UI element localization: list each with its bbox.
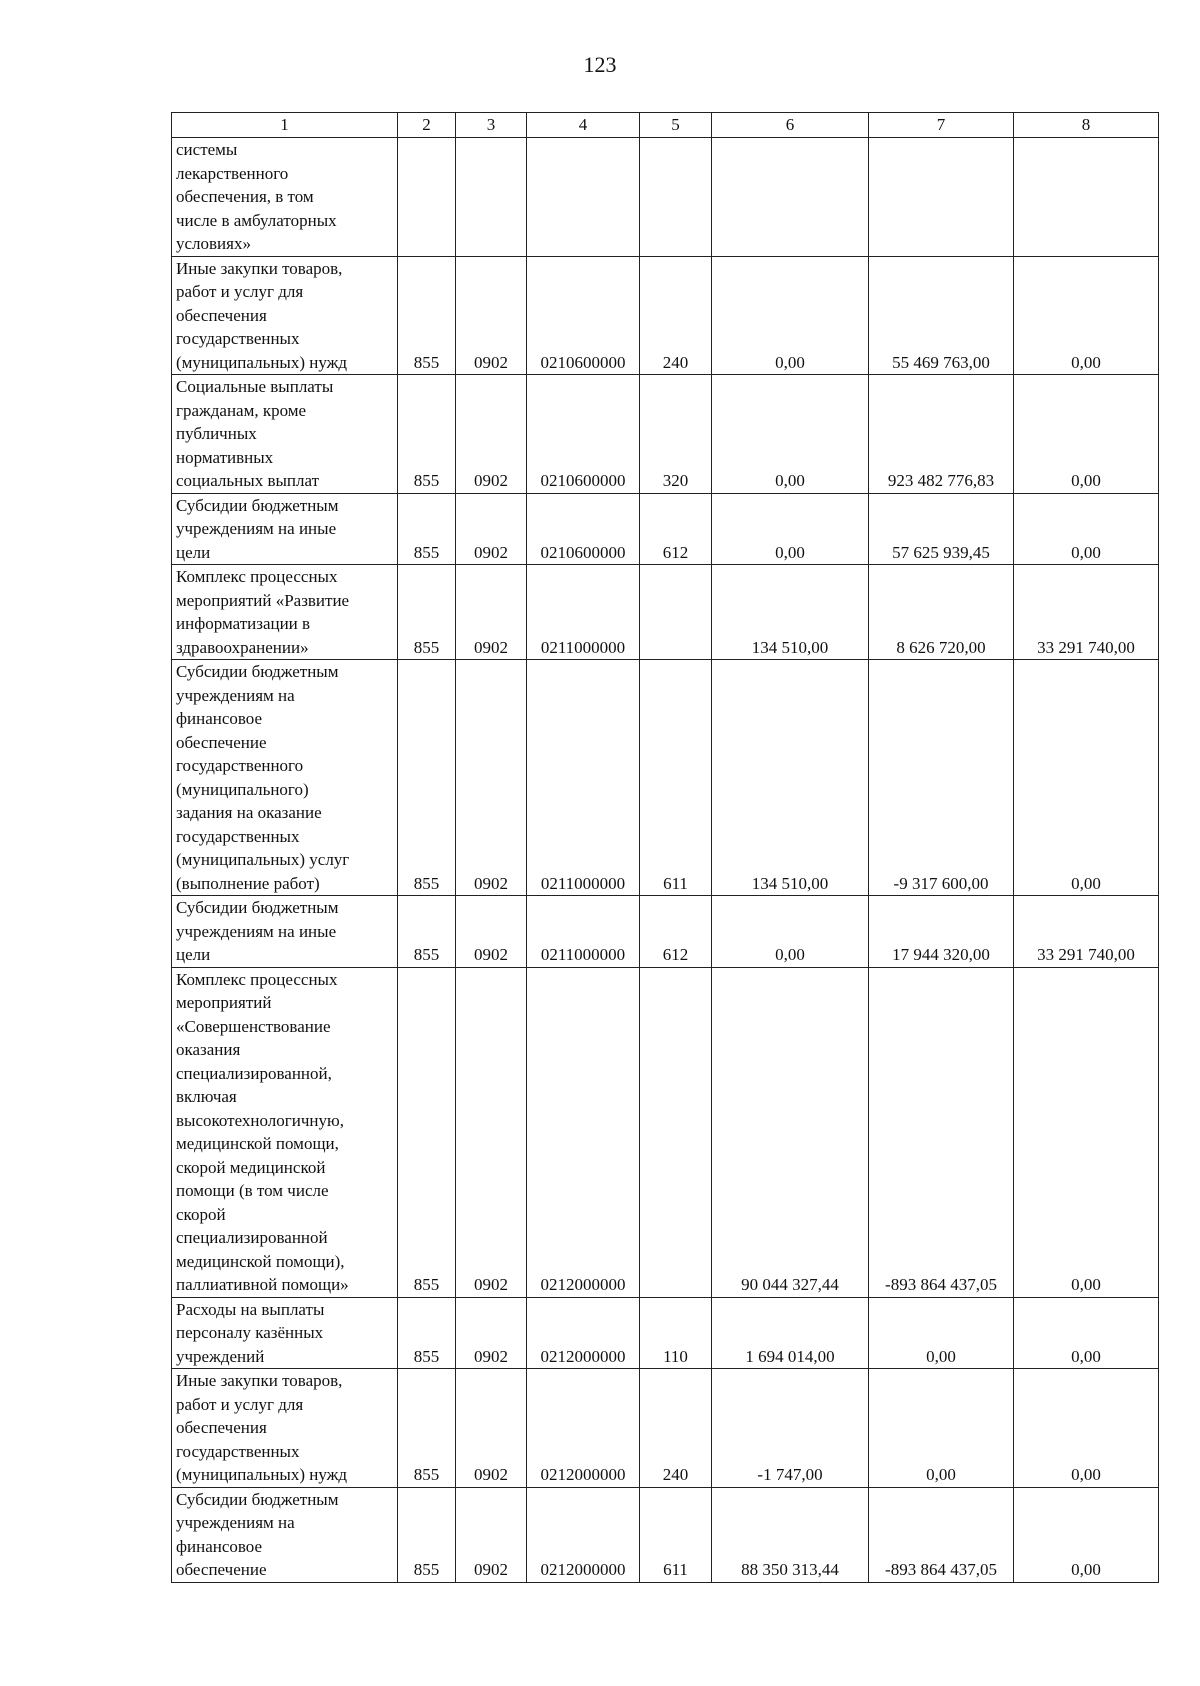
name-line: учреждениям на bbox=[176, 1513, 295, 1532]
name-line: государственных bbox=[176, 1441, 300, 1461]
name-line: здравоохранении» bbox=[176, 637, 309, 657]
name-line: государственных bbox=[176, 826, 300, 846]
name-line: помощи (в том числе bbox=[176, 1181, 329, 1200]
cell-section: 0902 bbox=[456, 1369, 527, 1488]
name-line: медицинской помощи), bbox=[176, 1251, 345, 1271]
cell-sum-col6: -1 747,00 bbox=[712, 1369, 869, 1488]
name-line: задания на оказание bbox=[176, 803, 322, 822]
name-line: числе в амбулаторных bbox=[176, 210, 337, 230]
cell-section: 0902 bbox=[456, 565, 527, 660]
cell-grbs: 855 bbox=[398, 493, 456, 565]
name-line: Субсидии бюджетным bbox=[176, 1489, 339, 1509]
name-line: учреждениям на иные bbox=[176, 519, 337, 538]
cell-sum-col7: 57 625 939,45 bbox=[869, 493, 1014, 565]
cell-name bbox=[172, 565, 398, 660]
name-line: работ и услуг для bbox=[176, 1394, 304, 1414]
cell-name bbox=[172, 967, 398, 1297]
name-line: Субсидии бюджетным bbox=[176, 662, 339, 681]
cell-expense-type: 320 bbox=[640, 375, 712, 494]
table-row bbox=[172, 375, 1159, 494]
name-line: государственных bbox=[176, 329, 300, 348]
cell-grbs: 855 bbox=[398, 1487, 456, 1582]
cell-sum-col6: 0,00 bbox=[712, 896, 869, 968]
table-row bbox=[172, 967, 1159, 1297]
cell-sum-col8: 33 291 740,00 bbox=[1014, 565, 1159, 660]
name-line: скорой медицинской bbox=[176, 1157, 326, 1177]
name-line: учреждений bbox=[176, 1346, 265, 1366]
name-line: (муниципальных) нужд bbox=[176, 1465, 348, 1484]
name-line: обеспечения bbox=[176, 1418, 267, 1437]
name-line: лекарственного bbox=[176, 163, 289, 183]
cell-sum-col8: 0,00 bbox=[1014, 967, 1159, 1297]
cell-sum-col6 bbox=[712, 138, 869, 257]
cell-target-article bbox=[527, 138, 640, 257]
name-line: оказания bbox=[176, 1040, 241, 1059]
cell-sum-col8: 0,00 bbox=[1014, 375, 1159, 494]
cell-target-article: 0212000000 bbox=[527, 1369, 640, 1488]
cell-section bbox=[456, 138, 527, 257]
cell-name bbox=[172, 493, 398, 565]
cell-sum-col7: -893 864 437,05 bbox=[869, 967, 1014, 1297]
table-row bbox=[172, 660, 1159, 896]
name-line: информатизации в bbox=[176, 614, 311, 633]
cell-expense-type: 612 bbox=[640, 493, 712, 565]
name-line: Комплекс процессных bbox=[176, 567, 338, 586]
budget-table bbox=[171, 112, 1159, 1583]
cell-sum-col8: 0,00 bbox=[1014, 1487, 1159, 1582]
cell-expense-type: 240 bbox=[640, 1369, 712, 1488]
cell-section: 0902 bbox=[456, 967, 527, 1297]
cell-grbs bbox=[398, 138, 456, 257]
name-line: учреждениям на иные bbox=[176, 921, 337, 941]
name-line: медицинской помощи, bbox=[176, 1134, 339, 1153]
cell-expense-type bbox=[640, 138, 712, 257]
name-line: государственного bbox=[176, 756, 304, 775]
cell-name bbox=[172, 1487, 398, 1582]
cell-section: 0902 bbox=[456, 1297, 527, 1369]
cell-sum-col8: 0,00 bbox=[1014, 256, 1159, 375]
header-col-3: 3 bbox=[456, 113, 527, 138]
name-line: включая bbox=[176, 1087, 237, 1106]
name-line: Субсидии бюджетным bbox=[176, 495, 339, 515]
name-line: мероприятий bbox=[176, 993, 272, 1012]
cell-expense-type bbox=[640, 967, 712, 1297]
cell-sum-col6: 88 350 313,44 bbox=[712, 1487, 869, 1582]
cell-sum-col7: 0,00 bbox=[869, 1297, 1014, 1369]
cell-sum-col8 bbox=[1014, 138, 1159, 257]
cell-sum-col6: 1 694 014,00 bbox=[712, 1297, 869, 1369]
name-line: «Совершенствование bbox=[176, 1016, 331, 1036]
header-col-7: 7 bbox=[869, 113, 1014, 138]
cell-sum-col7: 17 944 320,00 bbox=[869, 896, 1014, 968]
header-col-4: 4 bbox=[527, 113, 640, 138]
cell-section: 0902 bbox=[456, 493, 527, 565]
cell-name bbox=[172, 256, 398, 375]
name-line: Социальные выплаты bbox=[176, 377, 334, 396]
cell-expense-type: 612 bbox=[640, 896, 712, 968]
cell-sum-col7 bbox=[869, 138, 1014, 257]
cell-sum-col7: -893 864 437,05 bbox=[869, 1487, 1014, 1582]
table-row bbox=[172, 565, 1159, 660]
cell-target-article: 0210600000 bbox=[527, 256, 640, 375]
name-line: социальных выплат bbox=[176, 471, 320, 490]
cell-sum-col8: 33 291 740,00 bbox=[1014, 896, 1159, 968]
name-line: обеспечение bbox=[176, 1560, 267, 1579]
cell-expense-type: 611 bbox=[640, 1487, 712, 1582]
header-col-5: 5 bbox=[640, 113, 712, 138]
cell-section: 0902 bbox=[456, 660, 527, 896]
cell-expense-type: 611 bbox=[640, 660, 712, 896]
cell-grbs: 855 bbox=[398, 896, 456, 968]
name-line: (муниципальных) нужд bbox=[176, 352, 348, 372]
name-line: цели bbox=[176, 945, 211, 964]
cell-name bbox=[172, 896, 398, 968]
name-line: (выполнение работ) bbox=[176, 873, 320, 893]
cell-sum-col6: 0,00 bbox=[712, 256, 869, 375]
cell-grbs: 855 bbox=[398, 565, 456, 660]
header-col-1: 1 bbox=[172, 113, 398, 138]
cell-sum-col8: 0,00 bbox=[1014, 1369, 1159, 1488]
cell-sum-col6: 0,00 bbox=[712, 493, 869, 565]
cell-target-article: 0212000000 bbox=[527, 1487, 640, 1582]
name-line: Иные закупки товаров, bbox=[176, 258, 343, 278]
cell-expense-type bbox=[640, 565, 712, 660]
cell-section: 0902 bbox=[456, 1487, 527, 1582]
header-row bbox=[172, 113, 1159, 138]
cell-name bbox=[172, 375, 398, 494]
cell-target-article: 0211000000 bbox=[527, 660, 640, 896]
table-row bbox=[172, 138, 1159, 257]
name-line: специализированной, bbox=[176, 1063, 332, 1083]
cell-sum-col7: 55 469 763,00 bbox=[869, 256, 1014, 375]
cell-grbs: 855 bbox=[398, 375, 456, 494]
name-line: паллиативной помощи» bbox=[176, 1275, 349, 1294]
name-line: обеспечения, в том bbox=[176, 187, 314, 206]
name-line: (муниципального) bbox=[176, 779, 309, 799]
cell-section: 0902 bbox=[456, 896, 527, 968]
name-line: системы bbox=[176, 140, 238, 159]
cell-name bbox=[172, 138, 398, 257]
name-line: нормативных bbox=[176, 447, 274, 467]
name-line: учреждениям на bbox=[176, 685, 295, 705]
cell-target-article: 0211000000 bbox=[527, 896, 640, 968]
name-line: (муниципальных) услуг bbox=[176, 850, 350, 869]
cell-grbs: 855 bbox=[398, 1369, 456, 1488]
cell-sum-col8: 0,00 bbox=[1014, 1297, 1159, 1369]
table-row bbox=[172, 1487, 1159, 1582]
name-line: финансовое bbox=[176, 1536, 263, 1556]
table-row bbox=[172, 256, 1159, 375]
page-number: 123 bbox=[583, 52, 617, 77]
cell-sum-col6: 90 044 327,44 bbox=[712, 967, 869, 1297]
cell-expense-type: 240 bbox=[640, 256, 712, 375]
cell-name bbox=[172, 1297, 398, 1369]
table-row bbox=[172, 1369, 1159, 1488]
cell-section: 0902 bbox=[456, 256, 527, 375]
name-line: мероприятий «Развитие bbox=[176, 590, 350, 610]
name-line: обеспечение bbox=[176, 732, 267, 752]
cell-sum-col6: 0,00 bbox=[712, 375, 869, 494]
cell-target-article: 0211000000 bbox=[527, 565, 640, 660]
cell-name bbox=[172, 660, 398, 896]
cell-target-article: 0212000000 bbox=[527, 1297, 640, 1369]
cell-target-article: 0212000000 bbox=[527, 967, 640, 1297]
cell-grbs: 855 bbox=[398, 660, 456, 896]
name-line: Расходы на выплаты bbox=[176, 1299, 325, 1319]
table-row bbox=[172, 493, 1159, 565]
name-line: работ и услуг для bbox=[176, 282, 304, 301]
cell-sum-col7: 0,00 bbox=[869, 1369, 1014, 1488]
table-body bbox=[172, 138, 1159, 1583]
name-line: персоналу казённых bbox=[176, 1323, 324, 1342]
cell-grbs: 855 bbox=[398, 967, 456, 1297]
name-line: гражданам, кроме bbox=[176, 400, 307, 420]
cell-grbs: 855 bbox=[398, 256, 456, 375]
name-line: высокотехнологичную, bbox=[176, 1110, 344, 1130]
header-col-2: 2 bbox=[398, 113, 456, 138]
cell-target-article: 0210600000 bbox=[527, 375, 640, 494]
name-line: условиях» bbox=[176, 234, 251, 253]
cell-sum-col7: 923 482 776,83 bbox=[869, 375, 1014, 494]
cell-sum-col6: 134 510,00 bbox=[712, 565, 869, 660]
cell-section: 0902 bbox=[456, 375, 527, 494]
header-col-8: 8 bbox=[1014, 113, 1159, 138]
name-line: Субсидии бюджетным bbox=[176, 898, 339, 917]
table-row bbox=[172, 1297, 1159, 1369]
name-line: обеспечения bbox=[176, 305, 267, 325]
name-line: скорой bbox=[176, 1204, 226, 1224]
name-line: цели bbox=[176, 542, 211, 562]
name-line: публичных bbox=[176, 424, 257, 443]
name-line: Иные закупки товаров, bbox=[176, 1371, 343, 1390]
name-line: Комплекс процессных bbox=[176, 969, 338, 989]
name-line: специализированной bbox=[176, 1228, 328, 1247]
table-row bbox=[172, 896, 1159, 968]
cell-name bbox=[172, 1369, 398, 1488]
cell-grbs: 855 bbox=[398, 1297, 456, 1369]
cell-sum-col8: 0,00 bbox=[1014, 660, 1159, 896]
cell-target-article: 0210600000 bbox=[527, 493, 640, 565]
header-col-6: 6 bbox=[712, 113, 869, 138]
name-line: финансовое bbox=[176, 709, 263, 728]
cell-expense-type: 110 bbox=[640, 1297, 712, 1369]
cell-sum-col7: -9 317 600,00 bbox=[869, 660, 1014, 896]
cell-sum-col8: 0,00 bbox=[1014, 493, 1159, 565]
cell-sum-col7: 8 626 720,00 bbox=[869, 565, 1014, 660]
cell-sum-col6: 134 510,00 bbox=[712, 660, 869, 896]
